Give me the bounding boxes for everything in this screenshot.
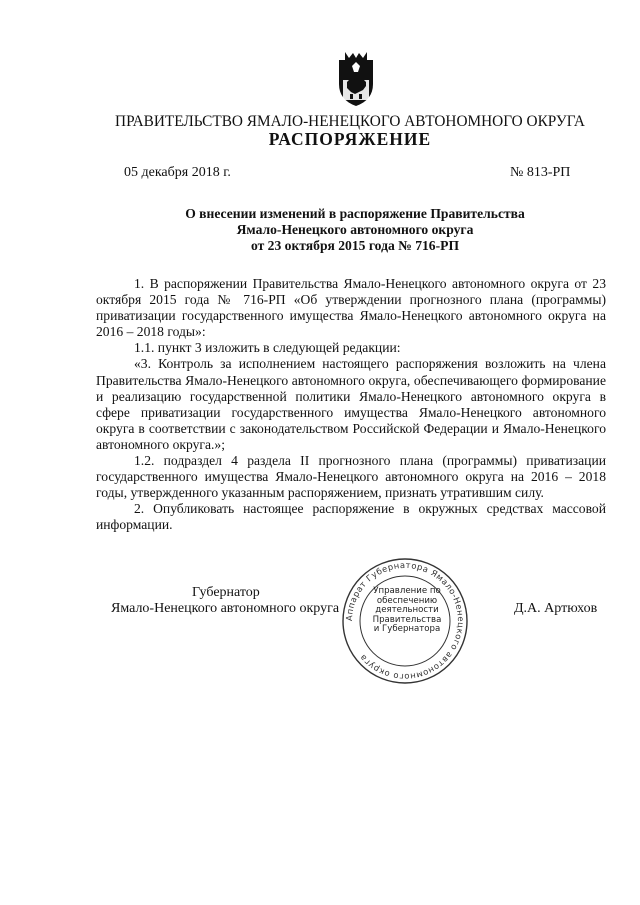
- body-paragraph-quote: «3. Контроль за исполнением настоящего распоряжения возложить на члена Правительства Ямало-Ненецкого автономного округа, обеспечивающего формирование и реализацию государственной политики Ямало-Ненецкого автономного округа в сфере приватизации государственного имущества Ямало-Ненецкого автономного округа в соответствии с законодательством Российской Федерации и Ямало-Ненецкого автономного округа.»;: [96, 356, 606, 452]
- document-body: [96, 276, 606, 534]
- document-type-title: РАСПОРЯЖЕНИЕ: [268, 129, 432, 149]
- body-paragraph: 1.2. подраздел 4 раздела II прогнозного плана (программы) приватизации государственного имущества Ямало-Ненецкого автономного округа на 2016 – 2018 годы, утвержденного указанным распоряжением, признать утратившим силу.: [96, 453, 606, 501]
- document-number: № 813-РП: [510, 165, 571, 180]
- government-name-heading: ПРАВИТЕЛЬСТВО ЯМАЛО-НЕНЕЦКОГО АВТОНОМНОГО ОКРУГА: [115, 113, 585, 130]
- seal-line: Правительства: [372, 614, 442, 625]
- seal-line: деятельности: [375, 605, 439, 616]
- seal-line: Управление по: [373, 586, 441, 596]
- seal-line: обеспечению: [376, 595, 438, 606]
- subject-line: от 23 октября 2015 года № 716-РП: [250, 238, 460, 253]
- subject-line: Ямало-Ненецкого автономного округа: [236, 222, 474, 237]
- seal-inner-text: [362, 587, 452, 635]
- body-paragraph: 1.1. пункт 3 изложить в следующей редакции:: [134, 340, 401, 356]
- seal-ring-text: Аппарат Губернатора Ямало-Ненецкого автономного округа: [343, 559, 467, 683]
- coat-of-arms-emblem: [333, 50, 379, 108]
- signatory-organization: Ямало-Ненецкого автономного округа: [111, 601, 340, 616]
- document-subject: [120, 206, 590, 254]
- document-date: 05 декабря 2018 г.: [124, 165, 231, 180]
- body-paragraph: 1. В распоряжении Правительства Ямало-Ненецкого автономного округа от 23 октября 2015 года № 716-РП «Об утверждении прогнозного плана (программы) приватизации государственного имущества Ямало-Ненецкого автономного округа на 2016 – 2018 годы»:: [96, 276, 606, 340]
- signatory-title: Губернатор: [192, 585, 260, 600]
- signatory-name: Д.А. Артюхов: [514, 601, 598, 616]
- subject-line: О внесении изменений в распоряжение Правительства: [185, 206, 525, 221]
- body-paragraph: 2. Опубликовать настоящее распоряжение в окружных средствах массовой информации.: [96, 501, 606, 533]
- seal-line: и Губернатора: [373, 624, 441, 635]
